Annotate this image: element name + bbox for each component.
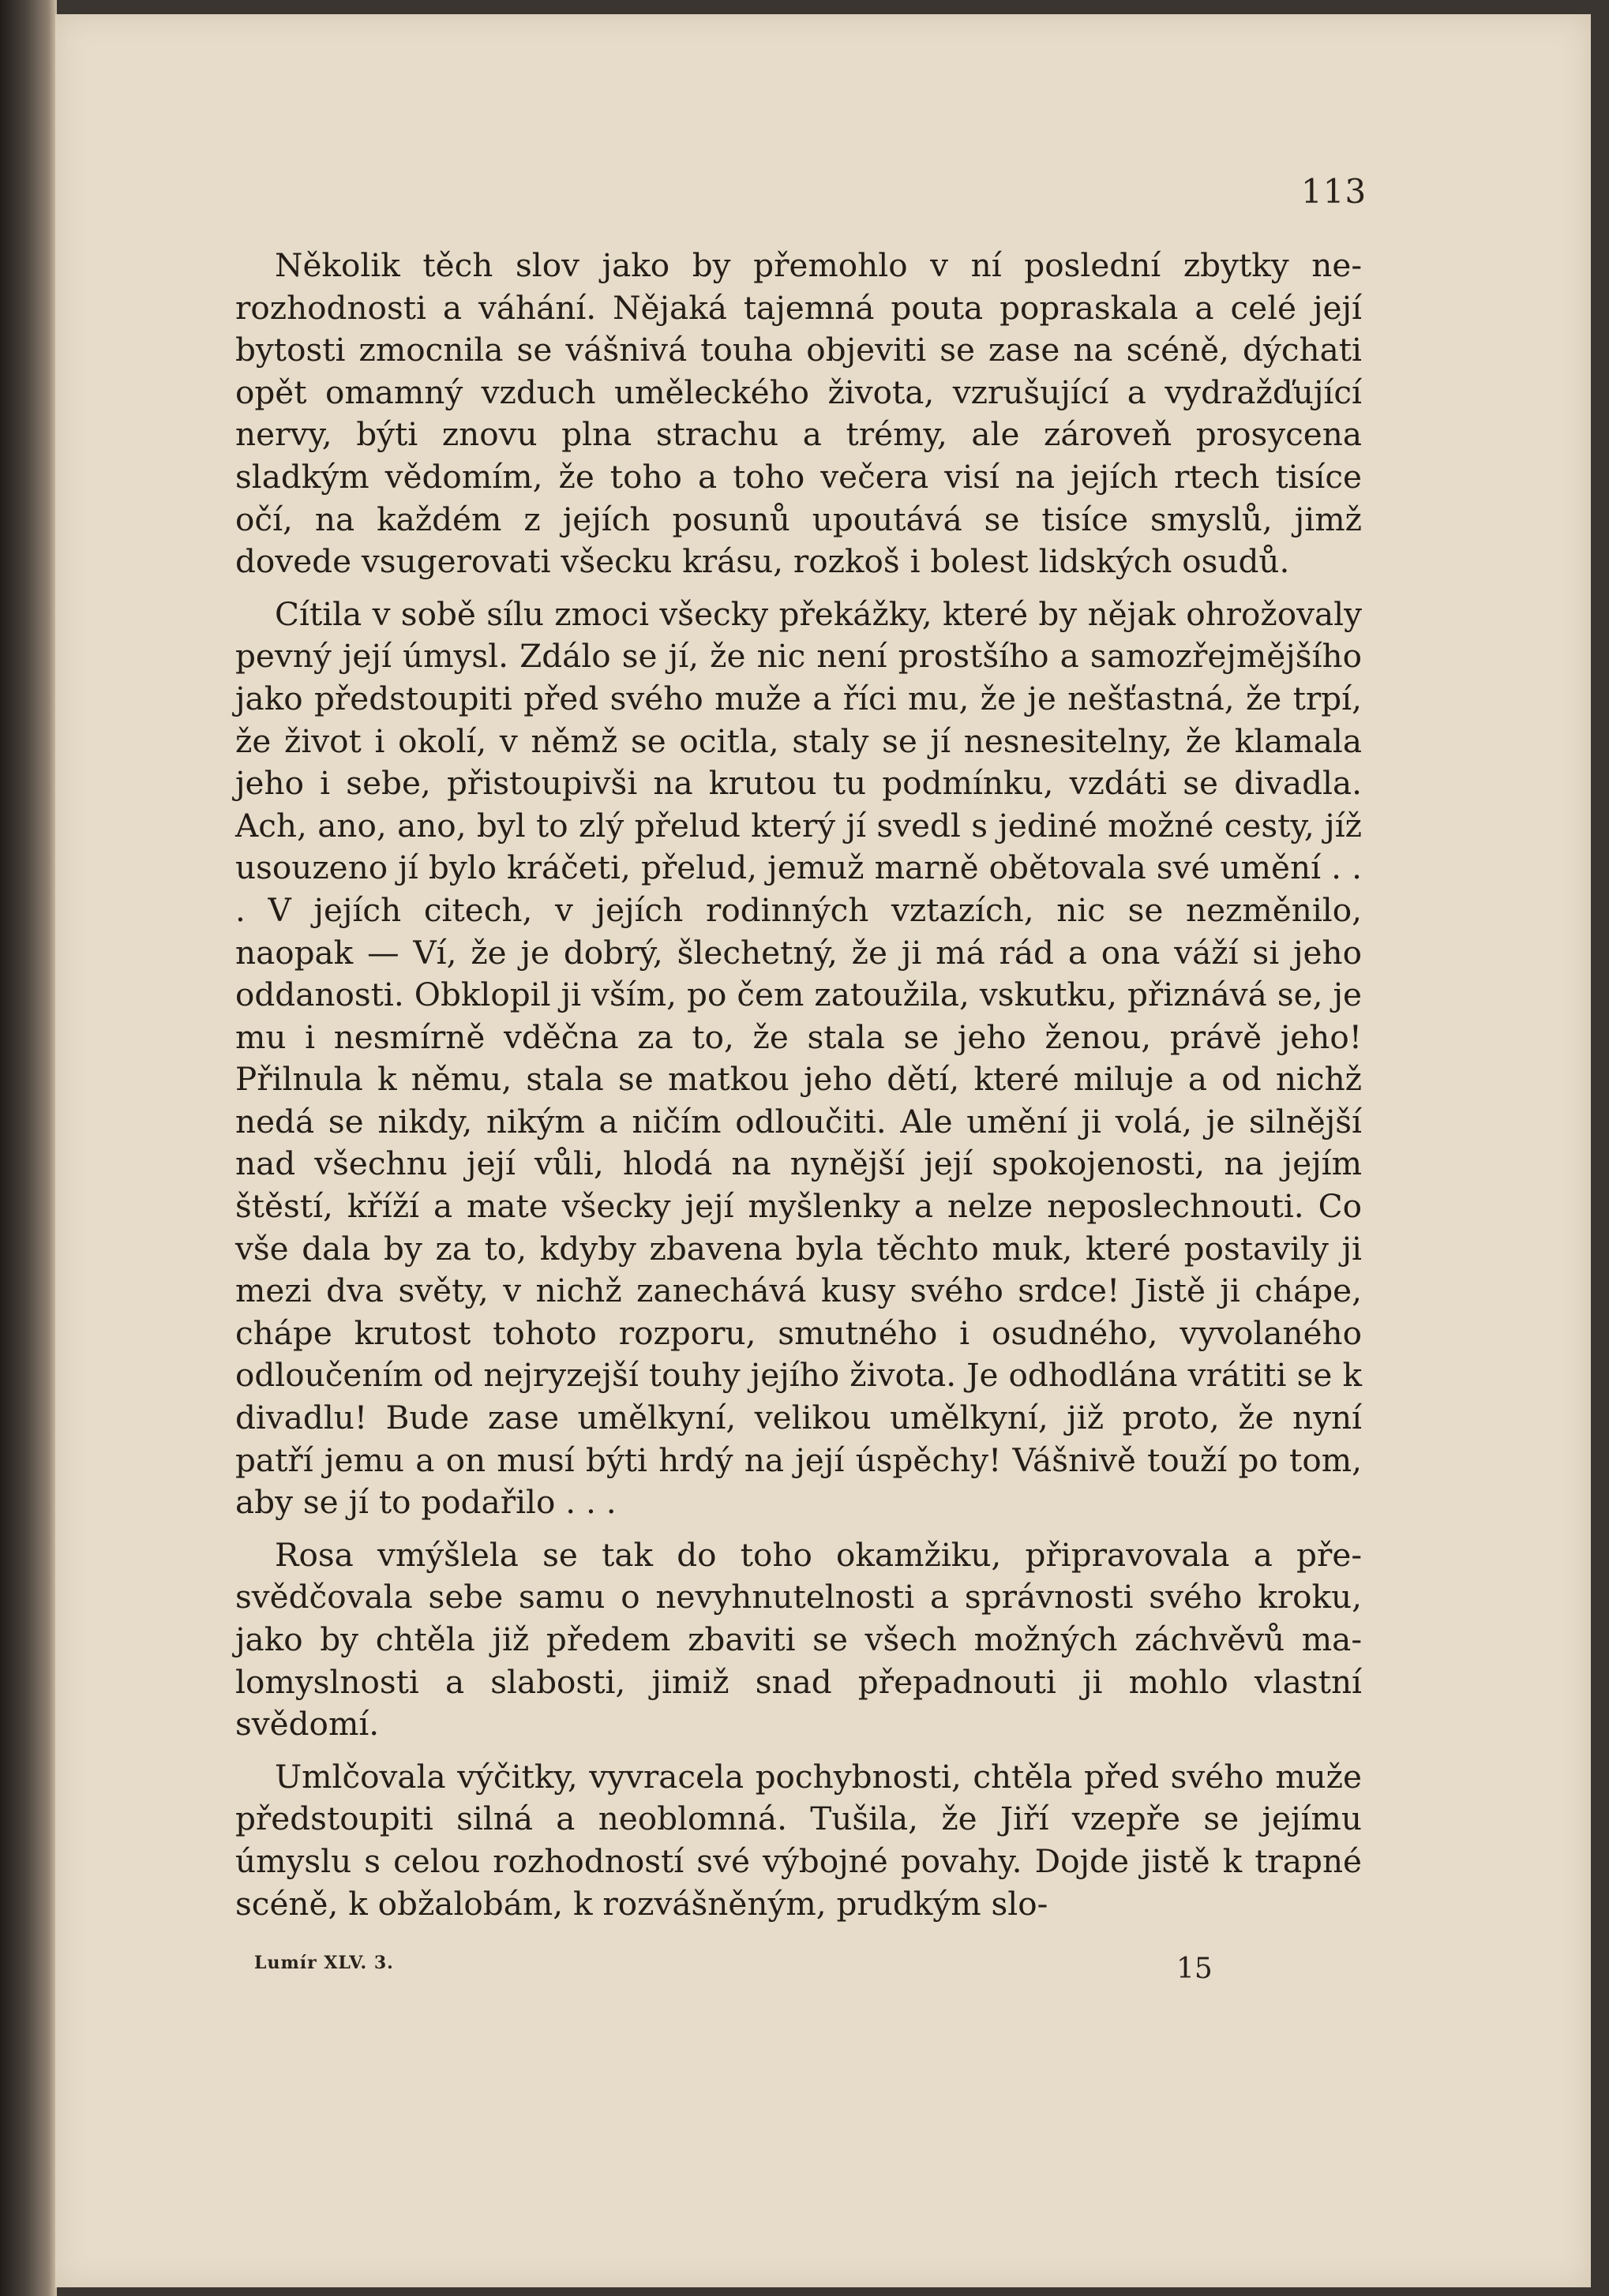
paragraph-2: Cítila v sobě sílu zmoci všecky překážky, které by nějak ohrožovaly pevný její úmysl. Zdálo se jí, že nic není prostšího a samozřejmějšího jako předstoupiti před svého muže a říci mu, že je nešťastná, že trpí, že život i okolí, v němž se ocitla, staly se jí nesnesitelny, že klamala jeho i sebe, přistoupivši na krutou tu podmínku, vzdáti se divadla. Ach, ano, ano, byl to zlý přelud který jí svedl s jediné možné cesty, jíž usouzeno jí bylo kráčeti, přelud, jemuž marně obětovala své umění . . . V jejích citech, v jejích rodinných vztazích, nic se nezměnilo, naopak — Ví, že je dobrý, šlechetný, že ji má rád a ona váží si jeho oddanosti. Obklopil ji vším, po čem zatoužila, vskutku, přiznává se, je mu i nesmírně vděčna za to, že stala se jeho ženou, právě jeho! Přilnula k němu, stala se matkou jeho dětí, které miluje a od nichž nedá se nikdy, nikým a ničím odloučiti. Ale umění ji volá, je silnější nad všechnu její vůli, hlodá na nynější její spokojenosti, na jejím štěstí, kříží a mate všecky její myšlenky a nelze neposlechnouti. Co vše dala by za to, kdyby zbavena byla těchto muk, které postavily ji mezi dva světy, v nichž zanechává kusy svého srdce! Jistě ji chápe, chápe krutost tohoto rozporu, smutného i osudného, vyvolaného odloučením od nejryzejší touhy jejího života. Je odhodlána vrátiti se k divadlu! Bude zase umělkyní, velikou umělkyní, již proto, že nyní patří jemu a on musí býti hrdý na její úspěchy! Vášnivě touží po tom, aby se jí to podařilo . . . <box>235 594 1362 1522</box>
sheet-number: 15 <box>1176 1953 1213 1985</box>
paragraph-3: Rosa vmýšlela se tak do toho okamžiku, připravovala a přesvědčovala sebe samu o nevyhnutelnosti a správnosti svého kroku, jako by chtěla již předem zbaviti se všech možných záchvěvů malomyslnosti a slabosti, jimiž snad přepadnouti ji mohlo vlastní svědomí. <box>235 1535 1362 1744</box>
page-number: 113 <box>1301 172 1367 211</box>
page-sheet <box>55 14 1591 2287</box>
printer-signature-mark: Lumír XLV. 3. <box>254 1953 394 1973</box>
book-binding-edge <box>0 0 57 2296</box>
paragraph-4: Umlčovala výčitky, vyvracela pochybnosti, chtěla před svého muže předstoupiti silná a neoblomná. Tušila, že Jiří vzepře se jejímu úmyslu s celou rozhodností své výbojné povahy. Dojde jistě k trapné scéně, k obžalobám, k rozvášněným, prudkým slo- <box>235 1757 1362 1923</box>
paragraph-1: Několik těch slov jako by přemohlo v ní poslední zbytky nerozhodnosti a váhání. Nějaká tajemná pouta popraskala a celé její bytosti zmocnila se vášnivá touha objeviti se zase na scéně, dýchati opět omamný vzduch uměleckého života, vzrušující a vydražďující nervy, býti znovu plna strachu a trémy, ale zároveň prosycena sladkým vědomím, že toho a toho večera visí na jejích rtech tisíce očí, na každém z jejích posunů upoutává se tisíce smyslů, jimž dovede vsugerovati všecku krásu, rozkoš i bolest lidských osudů. <box>235 246 1362 581</box>
body-text <box>235 245 1362 1925</box>
